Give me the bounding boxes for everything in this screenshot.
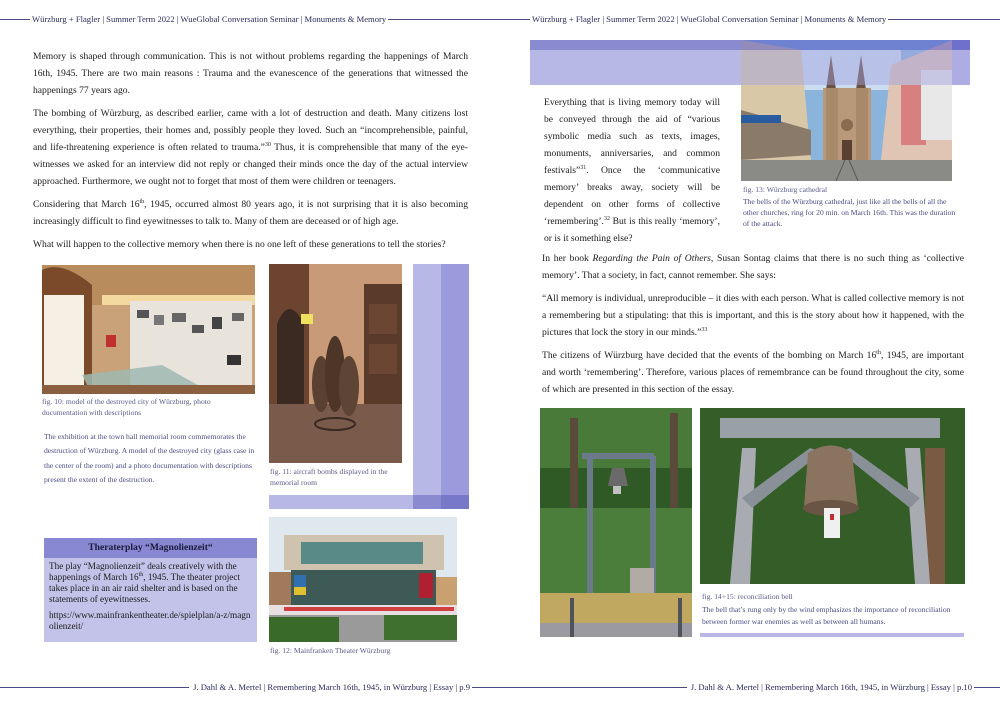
superscript: th [138, 571, 144, 578]
decorative-bar-overlay [741, 40, 970, 50]
info-box-title: Theraterplay “Magnolienzeit“ [44, 538, 257, 558]
paragraph [33, 105, 468, 190]
superscript: th [876, 349, 881, 356]
photo-reconciliation-bell-closeup [700, 408, 965, 584]
page-10 [500, 0, 1000, 707]
body-text [542, 250, 964, 404]
info-box-text-part: , 1945. The theater project takes place in an air raid shelter and is based on the statements of eyewitnesses. [49, 572, 241, 604]
quote-text: “All memory is individual, unreproducible – it dies with each person. What is called collective memory is not a remembering but a stipulating: that this is important, and this is the story about how it happened, with the pictures that lock the story in our minds.” [542, 293, 964, 338]
page-header [0, 12, 500, 26]
decorative-bar-overlay [741, 50, 970, 85]
footer-rule [500, 687, 687, 688]
figure-description-14-15: The bell that’s rung only by the wind emphasizes the importance of reconciliation between former war enemies as well as between all humans. [702, 605, 951, 626]
figure-description-10: The exhibition at the town hall memorial room commemorates the destruction of Würzburg. A model of the destroyed city (glass case in the center of the room) and a photo documentation with descriptions present the extent of the destruction. [44, 432, 255, 484]
paragraph-text: But is this really ‘memory’, or is it something else? [544, 216, 720, 244]
paragraph-text: Thus, it is comprehensible that many of the eye-witnesses we asked for an interview did not reply or changed their minds once the day of the actual interview approached. Furthermore, we ought not to forget that most of them were children or teenagers. [33, 142, 468, 187]
paragraph-text: Everything that is living memory today will be conveyed through the aid of “various symbolic media such as texts, images, monuments, anniversaries, and common festivals” [544, 97, 720, 176]
paragraph [544, 94, 720, 247]
footer-rule [0, 687, 189, 688]
figure-description-13: The bells of the Würzburg cathedral, just like all the bells of all the other churches, ring for 20 min. on March 16th. This was the duration of the attack. [743, 197, 956, 228]
page-footer [0, 680, 500, 694]
paragraph [542, 250, 964, 284]
column-text [544, 94, 720, 253]
info-box-link[interactable]: https://www.mainfrankentheater.de/spielplan/a-z/magnolienzeit/ [49, 610, 251, 631]
paragraph-text: , Susan Sontag claims that there is no such thing as ‘collective memory’. That a society, in fact, cannot remember. She says: [542, 253, 964, 281]
header-text: Würzburg + Flagler | Summer Term 2022 | WueGlobal Conversation Seminar | Monuments & Memory [32, 14, 387, 24]
paragraph-text: . Once the ‘communicative memory’ breaks away, society will be dependent on other forms of collective ‘remembering’. [544, 165, 720, 227]
photo-exhibition-room [42, 265, 255, 394]
info-box-body [44, 558, 257, 640]
figure-caption-11: fig. 11: aircraft bombs displayed in the memorial room [270, 467, 388, 487]
figure-caption-13: fig. 13: Würzburg cathedral [743, 185, 828, 194]
paragraph-text: , 1945, are important and worth ‘remembering’. Therefore, various places of remembrance can be found throughout the city, some of which are presented in this section of the essay. [542, 350, 965, 395]
decorative-bar [413, 495, 441, 509]
decorative-bar [441, 264, 469, 495]
photo-mainfranken-theater [269, 517, 457, 642]
paragraph-text: , 1945, occurred almost 80 years ago, it is not surprising that it is also becoming increasingly difficult to find eyewitnesses to talk to. Many of them are deceased or of high age. [33, 199, 468, 227]
header-rule [0, 19, 30, 20]
photo-reconciliation-bell-far [540, 408, 692, 637]
paragraph [33, 196, 468, 230]
page-footer [500, 680, 1000, 694]
page-header [500, 12, 1000, 26]
figure-caption-14-15: fig. 14+15: reconciliation bell [702, 592, 793, 601]
header-text: Würzburg + Flagler | Summer Term 2022 | WueGlobal Conversation Seminar | Monuments & Memory [532, 14, 887, 24]
info-box-text [49, 561, 252, 605]
info-box-text-part: The play “Magnolienzeit” deals creatively with the happenings of March 16 [49, 561, 237, 582]
decorative-bar [441, 495, 469, 509]
paragraph-text: The bombing of Würzburg, as described earlier, came with a lot of destruction and death. Many citizens lost everything, their properties, their homes and, possibly people they loved. Such an “incomprehensible, painful, and life-threatening experience is often related to trauma.” [33, 108, 468, 153]
footnote-ref: 30 [264, 141, 271, 148]
footer-rule [974, 687, 1000, 688]
header-rule [388, 19, 500, 20]
paragraph-text: Considering that March 16 [33, 199, 140, 210]
footnote-ref: 33 [701, 326, 708, 333]
figure-caption-12: fig. 12: Mainfranken Theater Würzburg [270, 646, 391, 655]
photo-aircraft-bombs [269, 264, 402, 463]
superscript: th [139, 198, 145, 205]
book-title: Regarding the Pain of Others [592, 253, 711, 264]
figure-caption-10: fig. 10: model of the destroyed city of Würzburg, photo documentation with descriptions [42, 397, 211, 417]
decorative-bar [269, 495, 413, 509]
paragraph: Memory is shaped through communication. This is not without problems regarding the happenings of March 16th, 1945. There are two main reasons : Trauma and the evanescence of the generations that witnessed the happenings 77 years ago. [33, 51, 468, 96]
footer-text: J. Dahl & A. Mertel | Remembering March 16th, 1945, in Würzburg | Essay | p.9 [193, 682, 470, 692]
header-rule [888, 19, 1000, 20]
header-rule [500, 19, 530, 20]
paragraph-text: The citizens of Würzburg have decided that the events of the bombing on March 16 [542, 350, 877, 361]
footer-text: J. Dahl & A. Mertel | Remembering March 16th, 1945, in Würzburg | Essay | p.10 [690, 682, 972, 692]
paragraph: What will happen to the collective memory when there is no one left of these generations to tell the stories? [33, 239, 446, 250]
quote [542, 290, 964, 341]
footnote-ref: 31 [580, 164, 587, 171]
info-box-theaterplay [44, 538, 257, 642]
decorative-bar [413, 264, 441, 495]
body-text [33, 48, 468, 259]
footer-rule [472, 687, 500, 688]
decorative-bar [700, 633, 964, 637]
paragraph-text: In her book [542, 253, 593, 264]
footnote-ref: 32 [603, 215, 610, 222]
paragraph [542, 347, 964, 398]
